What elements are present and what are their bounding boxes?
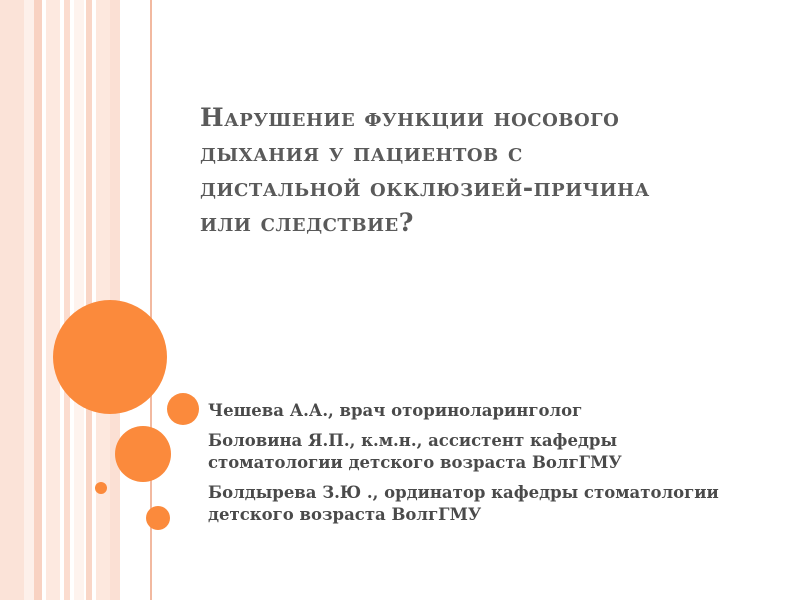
title-line: дистальной окклюзией-причина bbox=[200, 173, 650, 202]
author-line: стоматологии детского возраста ВолгГМУ bbox=[208, 453, 622, 472]
decor-circle-medium bbox=[115, 426, 171, 482]
decor-circle-tiny bbox=[95, 482, 107, 494]
decor-stripe bbox=[24, 0, 34, 600]
decor-circle-medium bbox=[167, 393, 199, 425]
slide-title bbox=[200, 100, 760, 240]
author-entry bbox=[208, 482, 768, 526]
authors-list bbox=[208, 400, 768, 534]
decor-stripe bbox=[34, 0, 42, 600]
author-line: Боловина Я.П., к.м.н., ассистент кафедры bbox=[208, 431, 618, 450]
title-line: Нарушение функции носового bbox=[200, 103, 620, 132]
author-entry bbox=[208, 430, 768, 474]
decor-stripe bbox=[74, 0, 84, 600]
decor-circle-small bbox=[146, 506, 170, 530]
decor-stripe bbox=[0, 0, 24, 600]
author-line: Чешева А.А., врач оториноларинголог bbox=[208, 401, 583, 420]
title-line: дыхания у пациентов с bbox=[200, 138, 523, 167]
decor-circle-large bbox=[53, 300, 167, 414]
decor-stripe bbox=[46, 0, 60, 600]
decor-stripe bbox=[64, 0, 70, 600]
author-entry bbox=[208, 400, 768, 422]
author-line: Болдырева З.Ю ., ординатор кафедры стоматологии bbox=[208, 483, 719, 502]
title-line: или следствие? bbox=[200, 208, 414, 237]
decor-stripe bbox=[86, 0, 92, 600]
author-line: детского возраста ВолгГМУ bbox=[208, 505, 482, 524]
